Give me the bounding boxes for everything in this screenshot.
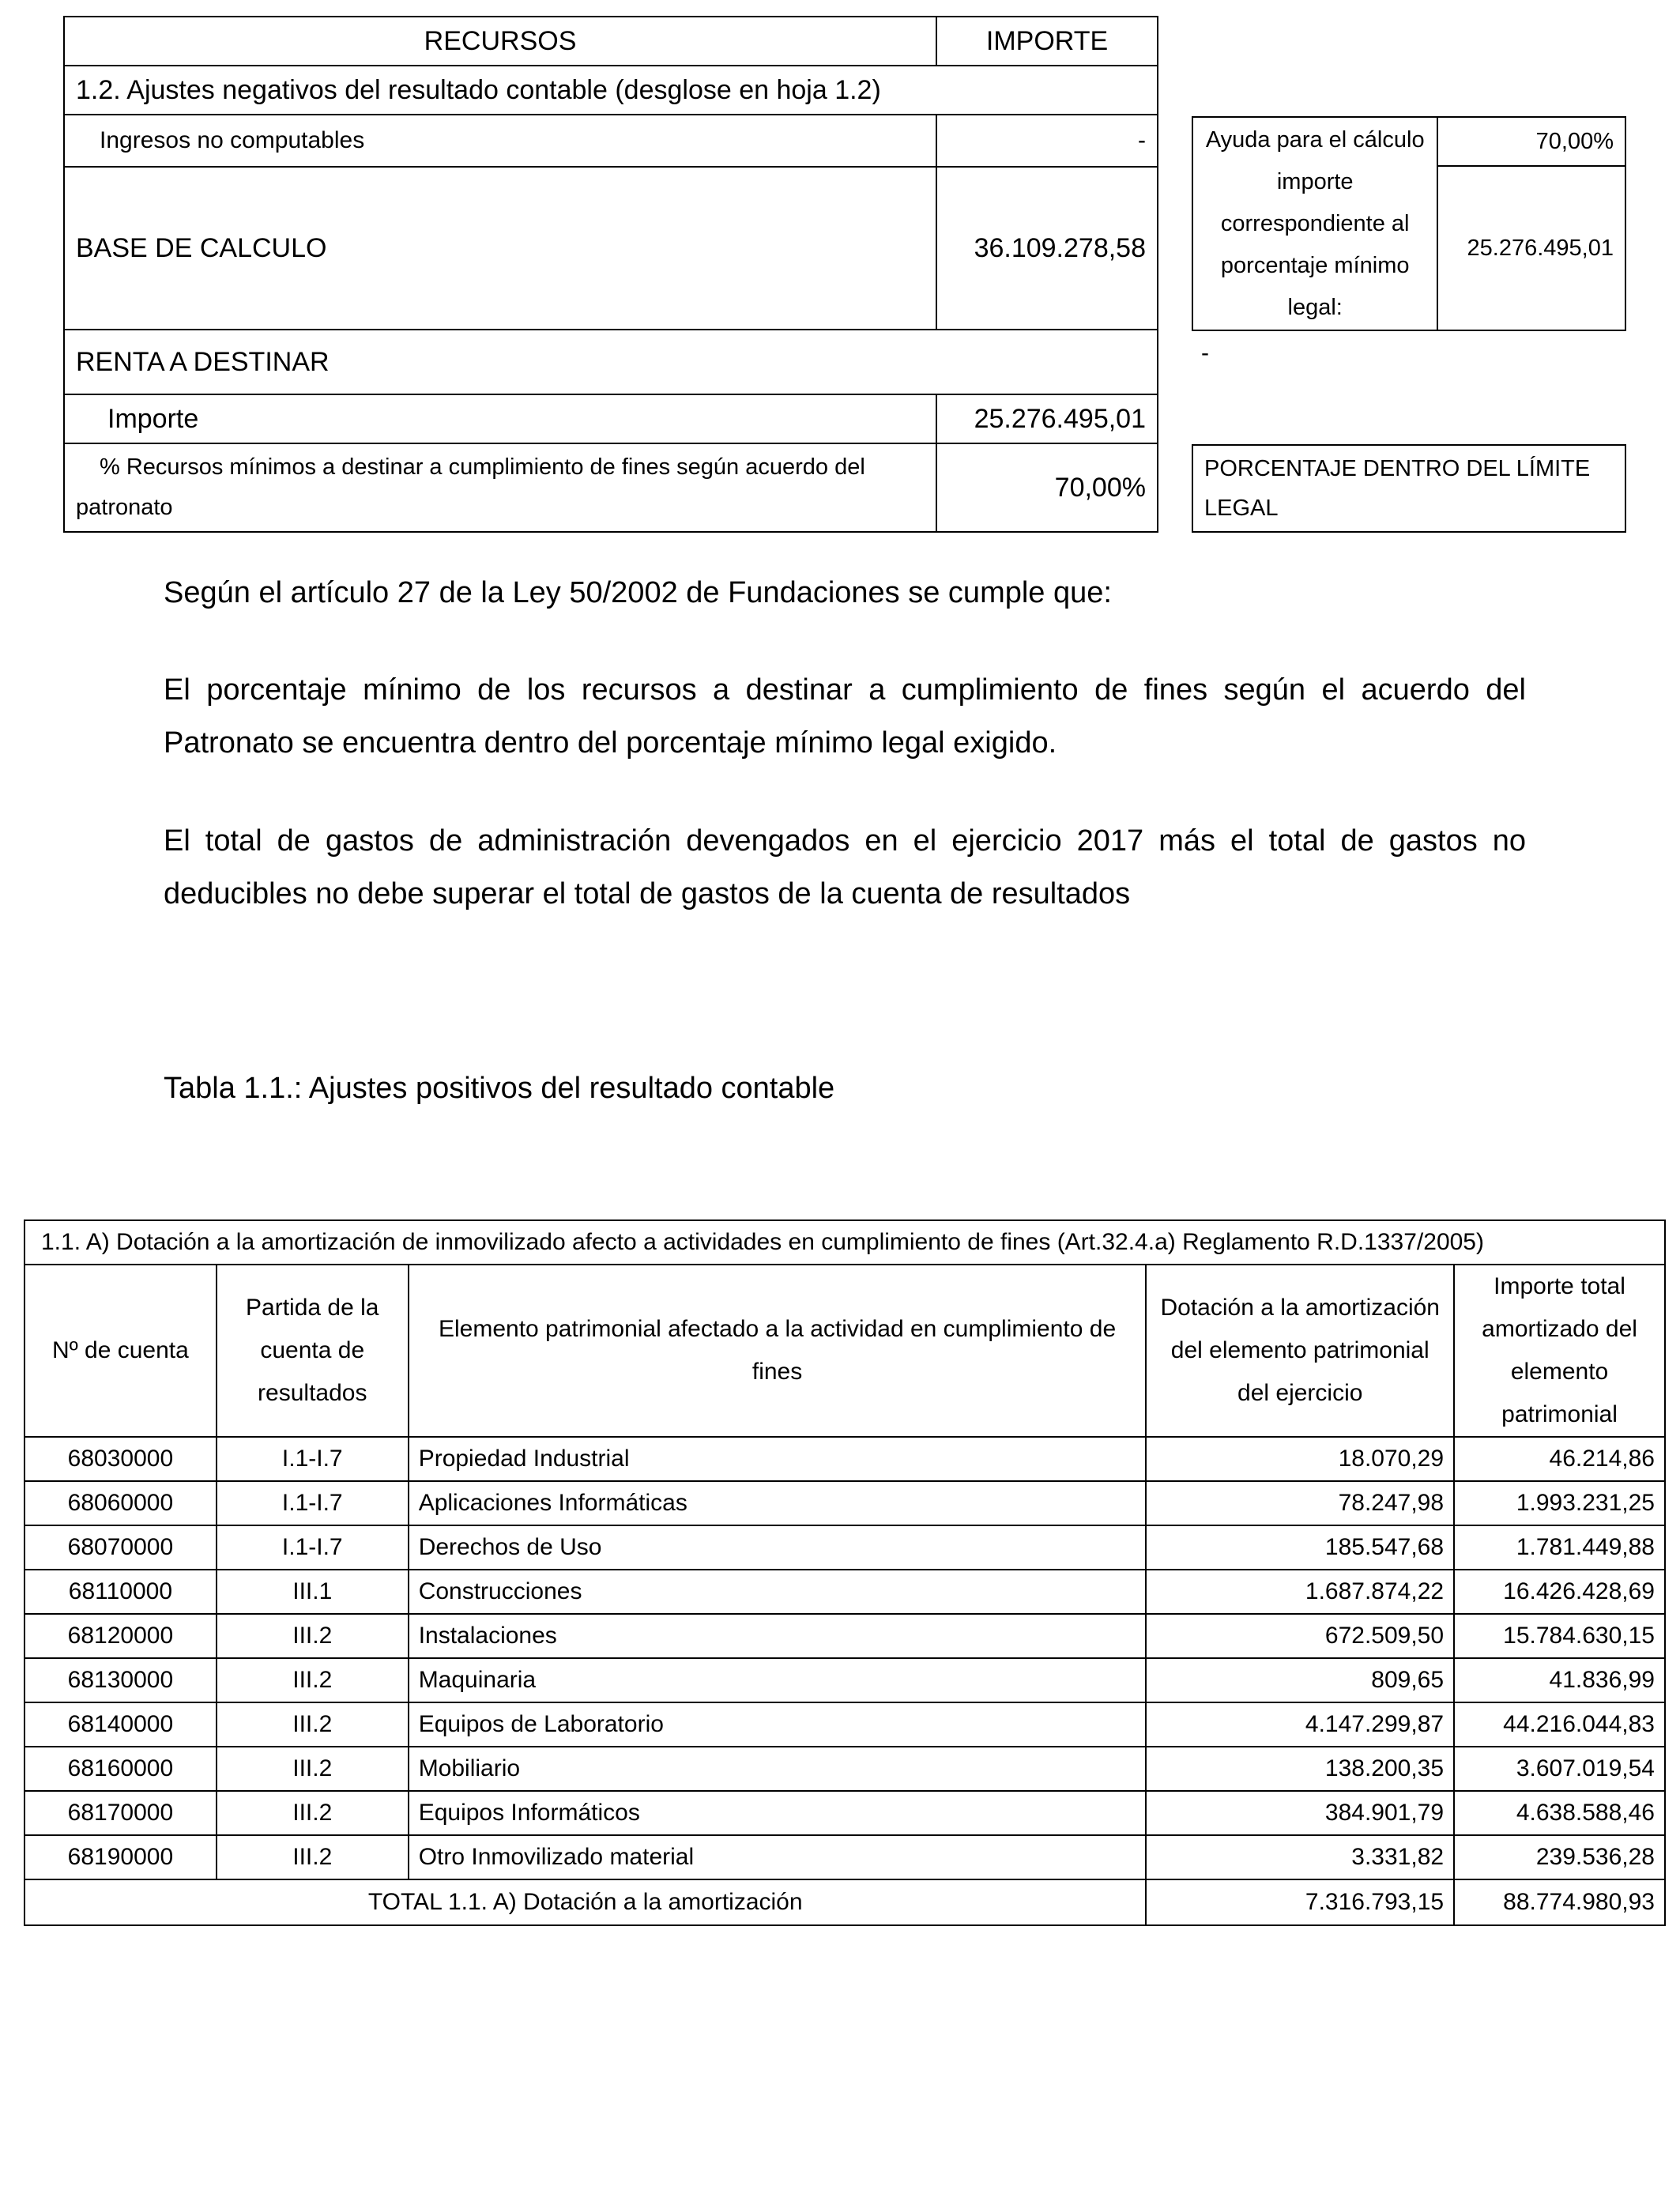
amortization-table <box>24 1220 1666 1926</box>
cell-elemento: Mobiliario <box>409 1747 1147 1791</box>
cell-importe: 1.781.449,88 <box>1454 1525 1665 1570</box>
table-row <box>24 1437 1665 1481</box>
importe-value: 25.276.495,01 <box>936 394 1158 443</box>
header-elemento: Elemento patrimonial afectado a la actividad en cumplimiento de fines <box>409 1265 1147 1437</box>
cell-importe: 15.784.630,15 <box>1454 1614 1665 1658</box>
table-row <box>24 1658 1665 1702</box>
cell-elemento: Equipos de Laboratorio <box>409 1702 1147 1747</box>
cell-elemento: Aplicaciones Informáticas <box>409 1481 1147 1525</box>
ingresos-no-computables-value: - <box>936 115 1158 167</box>
cell-elemento: Equipos Informáticos <box>409 1791 1147 1835</box>
cell-elemento: Maquinaria <box>409 1658 1147 1702</box>
base-calculo-value: 36.109.278,58 <box>936 167 1158 330</box>
cell-partida: III.2 <box>217 1791 409 1835</box>
cell-cuenta: 68110000 <box>24 1570 217 1614</box>
ajustes-negativos-row: 1.2. Ajustes negativos del resultado contable (desglose en hoja 1.2) <box>64 66 1158 115</box>
table-row <box>24 1747 1665 1791</box>
help-calc-amount: 25.276.495,01 <box>1437 166 1625 330</box>
cell-partida: III.2 <box>217 1747 409 1791</box>
ingresos-no-computables-label: Ingresos no computables <box>64 115 936 167</box>
cell-importe: 1.993.231,25 <box>1454 1481 1665 1525</box>
help-calc-label: Ayuda para el cálculo importe correspondiente al porcentaje mínimo legal: <box>1192 117 1437 330</box>
base-calculo-label: BASE DE CALCULO <box>64 167 936 330</box>
header-importe: IMPORTE <box>936 17 1158 66</box>
importe-label: Importe <box>64 394 936 443</box>
cell-cuenta: 68070000 <box>24 1525 217 1570</box>
table-title: Tabla 1.1.: Ajustes positivos del resultado contable <box>164 1072 835 1105</box>
total-dotacion: 7.316.793,15 <box>1146 1879 1454 1925</box>
cell-elemento: Otro Inmovilizado material <box>409 1835 1147 1879</box>
cell-partida: I.1-I.7 <box>217 1481 409 1525</box>
amortization-caption: 1.1. A) Dotación a la amortización de inmovilizado afecto a actividades en cumplimiento de fines (Art.32.4.a) Reglamento R.D.1337/2005) <box>24 1220 1665 1265</box>
table-row <box>24 1570 1665 1614</box>
cell-cuenta: 68160000 <box>24 1747 217 1791</box>
cell-cuenta: 68140000 <box>24 1702 217 1747</box>
cell-importe: 4.638.588,46 <box>1454 1791 1665 1835</box>
cell-elemento: Propiedad Industrial <box>409 1437 1147 1481</box>
cell-dotacion: 78.247,98 <box>1146 1481 1454 1525</box>
cell-cuenta: 68170000 <box>24 1791 217 1835</box>
cell-dotacion: 1.687.874,22 <box>1146 1570 1454 1614</box>
limit-status-box: PORCENTAJE DENTRO DEL LÍMITE LEGAL <box>1192 444 1626 533</box>
paragraph-article-27: Según el artículo 27 de la Ley 50/2002 de Fundaciones se cumple que: <box>164 576 1112 609</box>
table-row <box>24 1481 1665 1525</box>
table-row <box>24 1702 1665 1747</box>
pct-recursos-value: 70,00% <box>936 443 1158 532</box>
cell-cuenta: 68060000 <box>24 1481 217 1525</box>
table-row <box>24 1835 1665 1879</box>
renta-destinar-label: RENTA A DESTINAR <box>64 330 1158 394</box>
total-importe: 88.774.980,93 <box>1454 1879 1665 1925</box>
cell-dotacion: 18.070,29 <box>1146 1437 1454 1481</box>
paragraph-porcentaje-minimo: El porcentaje mínimo de los recursos a destinar a cumplimiento de fines según el acuerdo del Patronato se encuentra dentro del porcentaje mínimo legal exigido. <box>164 673 1526 760</box>
paragraph-gastos-administracion: El total de gastos de administración devengados en el ejercicio 2017 más el total de gastos no deducibles no debe superar el total de gastos de la cuenta de resultados <box>164 824 1526 910</box>
cell-cuenta: 68190000 <box>24 1835 217 1879</box>
help-calc-box <box>1192 116 1626 331</box>
cell-dotacion: 809,65 <box>1146 1658 1454 1702</box>
table-row <box>24 1525 1665 1570</box>
header-recursos: RECURSOS <box>64 17 936 66</box>
header-dotacion: Dotación a la amortización del elemento patrimonial del ejercicio <box>1146 1265 1454 1437</box>
cell-partida: I.1-I.7 <box>217 1437 409 1481</box>
cell-elemento: Instalaciones <box>409 1614 1147 1658</box>
cell-importe: 44.216.044,83 <box>1454 1702 1665 1747</box>
cell-partida: I.1-I.7 <box>217 1525 409 1570</box>
cell-dotacion: 4.147.299,87 <box>1146 1702 1454 1747</box>
header-importe-total: Importe total amortizado del elemento patrimonial <box>1454 1265 1665 1437</box>
table-row <box>24 1614 1665 1658</box>
pct-recursos-label: % Recursos mínimos a destinar a cumplimiento de fines según acuerdo del patronato <box>64 443 936 532</box>
cell-partida: III.2 <box>217 1702 409 1747</box>
cell-importe: 3.607.019,54 <box>1454 1747 1665 1791</box>
total-label: TOTAL 1.1. A) Dotación a la amortización <box>24 1879 1146 1925</box>
cell-dotacion: 3.331,82 <box>1146 1835 1454 1879</box>
help-calc-pct: 70,00% <box>1437 117 1625 166</box>
cell-dotacion: 384.901,79 <box>1146 1791 1454 1835</box>
cell-cuenta: 68130000 <box>24 1658 217 1702</box>
cell-partida: III.2 <box>217 1658 409 1702</box>
cell-importe: 46.214,86 <box>1454 1437 1665 1481</box>
cell-dotacion: 138.200,35 <box>1146 1747 1454 1791</box>
cell-elemento: Derechos de Uso <box>409 1525 1147 1570</box>
cell-cuenta: 68120000 <box>24 1614 217 1658</box>
cell-dotacion: 672.509,50 <box>1146 1614 1454 1658</box>
table-row <box>24 1791 1665 1835</box>
cell-importe: 41.836,99 <box>1454 1658 1665 1702</box>
cell-dotacion: 185.547,68 <box>1146 1525 1454 1570</box>
cell-importe: 239.536,28 <box>1454 1835 1665 1879</box>
cell-partida: III.1 <box>217 1570 409 1614</box>
cell-partida: III.2 <box>217 1614 409 1658</box>
cell-importe: 16.426.428,69 <box>1454 1570 1665 1614</box>
header-cuenta: Nº de cuenta <box>24 1265 217 1437</box>
header-partida: Partida de la cuenta de resultados <box>217 1265 409 1437</box>
renta-dash: - <box>1201 340 1209 366</box>
cell-elemento: Construcciones <box>409 1570 1147 1614</box>
cell-partida: III.2 <box>217 1835 409 1879</box>
cell-cuenta: 68030000 <box>24 1437 217 1481</box>
resources-table <box>63 16 1158 533</box>
